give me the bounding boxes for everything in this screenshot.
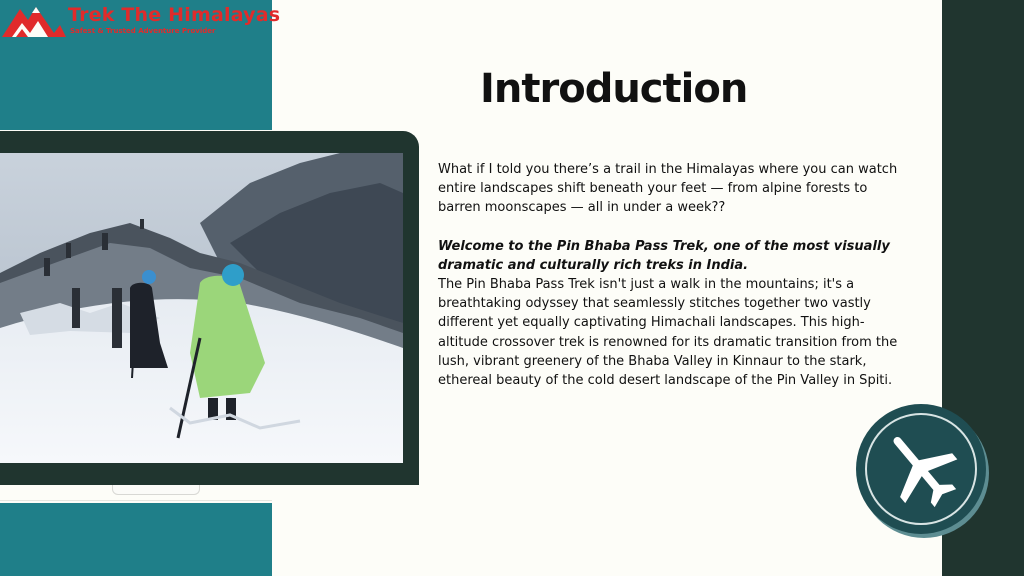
plane-badge	[856, 404, 986, 534]
emphasis-paragraph: Welcome to the Pin Bhaba Pass Trek, one of the most visually dramatic and culturally rich treks in India.	[438, 238, 890, 273]
left-teal-panel-bottom	[0, 503, 272, 576]
slide-title: Introduction	[480, 66, 748, 112]
mountain-logo-icon	[2, 3, 66, 39]
intro-paragraph: What if I told you there’s a trail in the Himalayas where you can watch entire landscapes shift beneath your feet — from alpine forests to barren moonscapes — all in under a week??	[438, 162, 898, 216]
stand-line	[0, 500, 272, 501]
brand-name: Trek The Himalayas	[68, 4, 281, 26]
brand-tagline: Safest & Trusted Adventure Provider	[70, 27, 216, 35]
trek-photo	[0, 153, 403, 463]
body-paragraph: The Pin Bhaba Pass Trek isn't just a walk in the mountains; it's a breathtaking odyssey that seamlessly stitches together two vastly different yet equally captivating Himachali landscapes. This high-altitude crossover trek is renowned for its dramatic transition from the lush, vibrant greenery of the Bhaba Valley in Kinnaur to the stark, ethereal beauty of the cold desert landscape of the Pin Valley in Spiti.	[438, 277, 898, 389]
brand-logo[interactable]	[0, 0, 281, 40]
stand-foot	[112, 485, 200, 495]
slide-body	[438, 160, 908, 390]
airplane-icon	[856, 404, 986, 534]
